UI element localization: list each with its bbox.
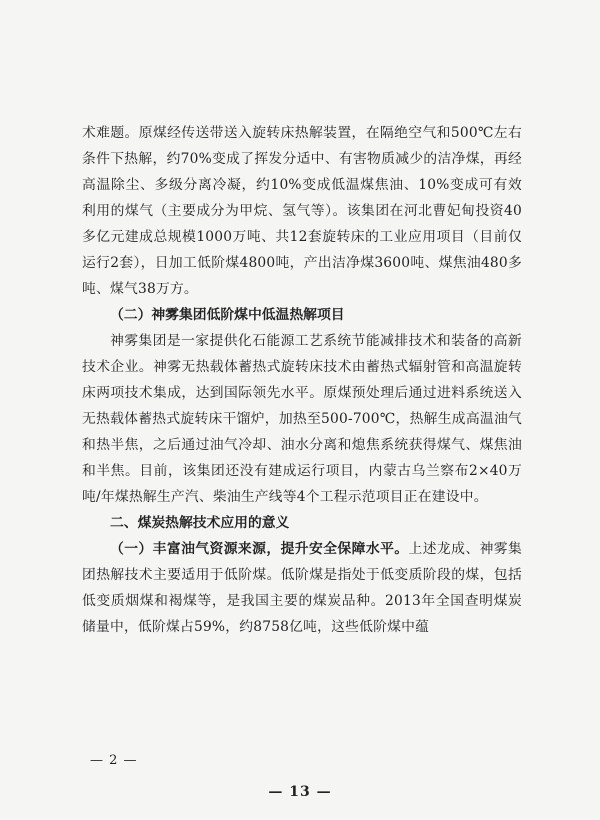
page-number-outer: — 13 — <box>268 784 332 800</box>
subheading-shenwu: （二）神雾集团低阶煤中低温热解项目 <box>110 307 345 323</box>
paragraph-1: 术难题。原煤经传送带送入旋转床热解装置，在隔绝空气和500℃左右条件下热解，约70%变成了挥发分适中、有害物质减少的洁净煤，再经高温除尘、多级分离冷凝，约10%变成低温煤焦油、10%变成可有效利用的煤气（主要成分为甲烷、氢气等）。该集团在河北曹妃甸投资40多亿元建成总规模1000万吨、共12套旋转床的工业应用项目（目前仅运行2套），日加工低阶煤4800吨，产出洁净煤3600吨、煤焦油480多吨、煤气38万方。 <box>82 125 522 297</box>
paragraph-2: 神雾集团是一家提供化石能源工艺系统节能减排技术和装备的高新技术企业。神雾无热载体蓄热式旋转床技术由蓄热式辐射管和高温旋转床两项技术集成，达到国际领先水平。原煤预处理后通过进料系统送入无热载体蓄热式旋转床干馏炉，加热至500-700℃，热解生成高温油气和热半焦，之后通过油气冷却、油水分离和熄焦系统获得煤气、煤焦油和半焦。目前，该集团还没有建成运行项目，内蒙古乌兰察布2×40万吨/年煤热解生产汽、柴油生产线等4个工程示范项目正在建设中。 <box>82 333 522 505</box>
paragraph-3 <box>82 536 522 640</box>
document-body <box>82 120 522 640</box>
section-heading-significance: 二、煤炭热解技术应用的意义 <box>110 515 290 531</box>
paragraph-3-lead: （一）丰富油气资源来源，提升安全保障水平。 <box>110 541 409 557</box>
paragraph-3-text: 上述龙成、神雾集团热解技术主要适用于低阶煤。低阶煤是指处于低变质阶段的煤，包括低变质烟煤和褐煤等，是我国主要的煤炭品种。2013年全国查明煤炭储量中，低阶煤占59%，约8758亿吨，这些低阶煤中蕴 <box>82 541 522 635</box>
page-number-inner: — 2 — <box>90 753 138 768</box>
